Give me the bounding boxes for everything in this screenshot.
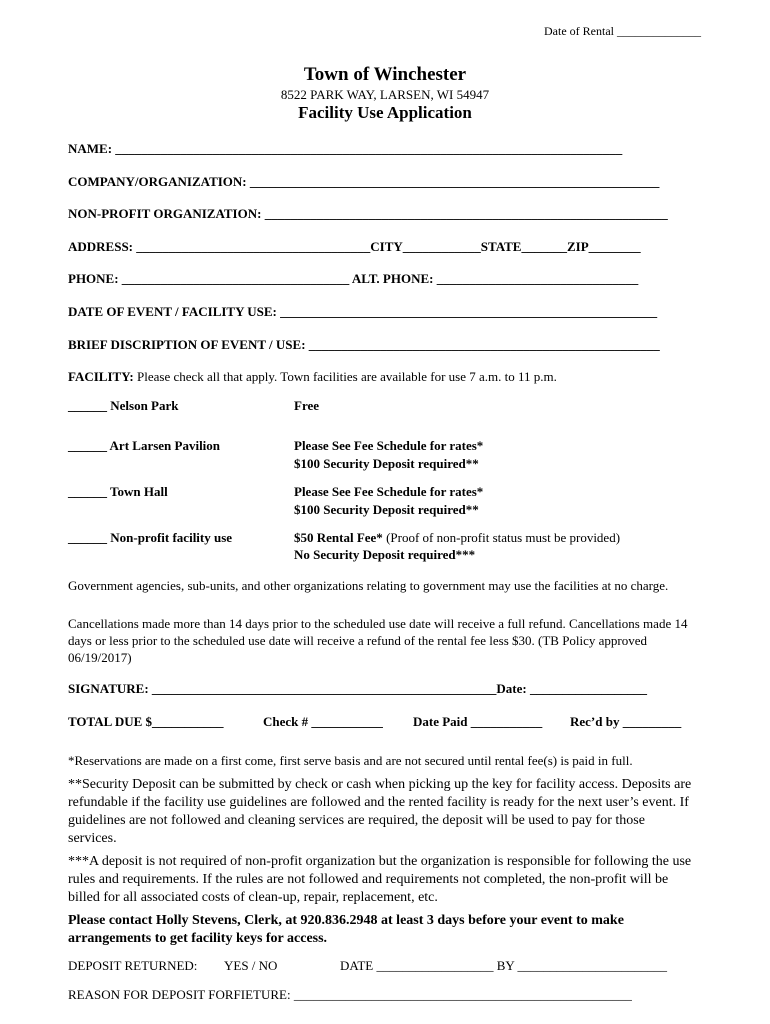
nonprofit-deposit-footnote: ***A deposit is not required of non-profit organization but the organization is responsible for following the use rules and requirements. If the rules are not followed and requirements not completed, the non-profit will be billed for all associated costs of clean-up, repair, replacement, etc. — [68, 854, 692, 905]
name-field[interactable]: NAME: ______________________________________________________________________________ — [68, 141, 623, 156]
brief-description-field[interactable]: BRIEF DISCRIPTION OF EVENT / USE: ______________________________________________________ — [68, 337, 660, 352]
nonprofit-org-field[interactable]: NON-PROFIT ORGANIZATION: ______________________________________________________________ — [68, 206, 668, 221]
nonprofit-fee-note: (Proof of non-profit status must be provided) — [382, 530, 621, 545]
town-hall-fee: Please See Fee Schedule for rates* — [294, 484, 484, 499]
check-number-field[interactable]: Check # ___________ — [263, 714, 383, 729]
company-field[interactable]: COMPANY/ORGANIZATION: _______________________________________________________________ — [68, 174, 660, 189]
pavilion-fee: Please See Fee Schedule for rates* — [294, 438, 484, 453]
deposit-returned-date-by-field[interactable]: DATE __________________ BY _______________________ — [340, 958, 668, 973]
total-due-field[interactable]: TOTAL DUE $___________ — [68, 714, 224, 729]
signature-field[interactable]: SIGNATURE: _____________________________________________________Date: __________________ — [68, 681, 647, 696]
facility-instructions: Please check all that apply. Town facilities are available for use 7 a.m. to 11 p.m. — [137, 369, 557, 384]
facility-label: FACILITY: — [68, 369, 134, 384]
contact-instructions: Please contact Holly Stevens, Clerk, at 920.836.2948 at least 3 days before your event to make arrangements to get facility keys for access. — [68, 913, 624, 946]
phone-field[interactable]: PHONE: ___________________________________ ALT. PHONE: _______________________________ — [68, 271, 639, 286]
date-paid-field[interactable]: Date Paid ___________ — [413, 714, 543, 729]
nelson-park-fee: Free — [294, 398, 320, 413]
town-hall-deposit: $100 Security Deposit required** — [294, 502, 479, 517]
deposit-returned-label: DEPOSIT RETURNED: — [68, 958, 198, 973]
nonprofit-fee — [294, 530, 620, 546]
facility-section — [68, 369, 557, 385]
reservations-footnote: *Reservations are made on a first come, first serve basis and are not secured until rental fee(s) is paid in full. — [68, 753, 633, 768]
nonprofit-fee-amount: $50 Rental Fee* — [294, 530, 383, 545]
facility-nonprofit-use-checkbox[interactable]: ______ Non-profit facility use — [68, 530, 233, 545]
facility-town-hall-checkbox[interactable]: ______ Town Hall — [68, 484, 168, 499]
forfeiture-reason-field[interactable]: REASON FOR DEPOSIT FORFIETURE: ____________________________________________________ — [68, 987, 632, 1002]
pavilion-deposit: $100 Security Deposit required** — [294, 456, 479, 471]
nonprofit-deposit: No Security Deposit required*** — [294, 547, 476, 562]
security-deposit-footnote: **Security Deposit can be submitted by check or cash when picking up the key for facility access. Deposits are refundable if the facility use guidelines are followed and the rented facility is ready for the next user’s event. If guidelines are not followed and cleaning services are required, the deposit will be used to pay for those services. — [68, 777, 692, 846]
cancellation-policy: Cancellations made more than 14 days prior to the scheduled use date will receive a full refund. Cancellations made 14 days or less prior to the scheduled use date will receive a refund of the rental fee less $30. (TB Policy approved 06/19/2017) — [68, 616, 688, 665]
address-field[interactable]: ADDRESS: ____________________________________CITY____________STATE_______ZIP________ — [68, 239, 641, 254]
date-of-rental-field[interactable]: Date of Rental ______________ — [544, 24, 701, 38]
received-by-field[interactable]: Rec’d by _________ — [570, 714, 682, 729]
facility-nelson-park-checkbox[interactable]: ______ Nelson Park — [68, 398, 179, 413]
date-of-event-field[interactable]: DATE OF EVENT / FACILITY USE: __________________________________________________________ — [68, 304, 658, 319]
deposit-returned-yes-no[interactable]: YES / NO — [224, 958, 278, 973]
government-note: Government agencies, sub-units, and other organizations relating to government may use the facilities at no charge. — [68, 578, 669, 593]
form-title: Facility Use Application — [298, 103, 472, 122]
town-address: 8522 PARK WAY, LARSEN, WI 54947 — [280, 87, 490, 102]
facility-art-larsen-pavilion-checkbox[interactable]: ______ Art Larsen Pavilion — [68, 438, 221, 453]
town-title: Town of Winchester — [303, 64, 467, 85]
